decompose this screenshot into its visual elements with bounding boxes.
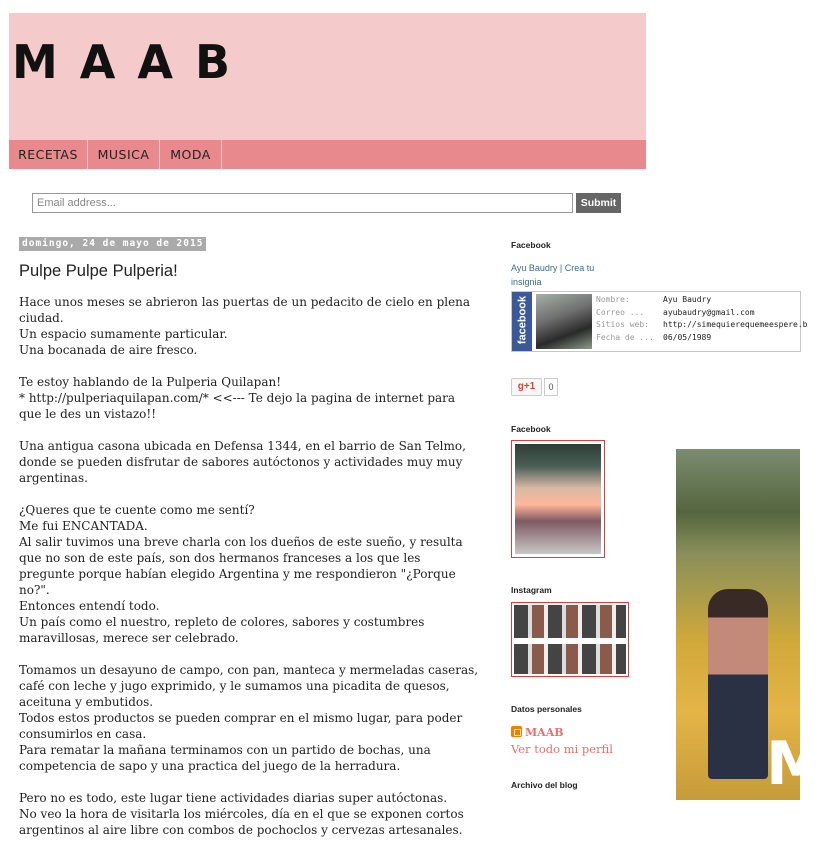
profile-name-link[interactable]: MAAB xyxy=(525,726,564,739)
post-title[interactable]: Pulpe Pulpe Pulperia! xyxy=(19,262,178,280)
fb-profile-photo xyxy=(536,294,592,349)
blog-archive-title: Archivo del blog xyxy=(511,780,578,790)
full-profile-link[interactable]: Ver todo mi perfil xyxy=(511,742,613,756)
nav-item-recetas[interactable]: RECETAS xyxy=(9,140,88,169)
facebook-widget-title: Facebook xyxy=(511,240,551,250)
post-paragraph: Una antigua casona ubicada en Defensa 1344, en el barrio de San Telmo, donde se pueden disfrutar de sabores autóctonos y actividades muy muy argentinas. xyxy=(19,439,466,485)
profile-name-row[interactable] xyxy=(511,721,564,740)
personal-data-title: Datos personales xyxy=(511,704,582,714)
post-paragraph: Te estoy hablando de la Pulperia Quilapan! * http://pulperiaquilapan.com/* <<--- Te dejo la pagina de internet para que le des un vistazo!! xyxy=(19,375,456,421)
post-body xyxy=(19,294,479,854)
post-paragraph: Pero no es todo, este lugar tiene actividades diarias super autóctonas. No veo la hora de visitarla los miércoles, día en el que se exponen cortos argentinos al aire libre con combos de pochoclos y cervezas artesanales. xyxy=(19,791,464,837)
fb-value: ayubaudry@gmail.com xyxy=(663,308,755,317)
main-nav xyxy=(9,140,646,169)
instagram-widget-title: Instagram xyxy=(511,585,552,595)
instagram-image[interactable] xyxy=(511,602,629,677)
nav-item-moda[interactable]: MODA xyxy=(160,140,222,169)
blog-header xyxy=(9,13,646,140)
fb-value: 06/05/1989 xyxy=(663,333,712,342)
post-paragraph: ¿Queres que te cuente como me sentí? Me fui ENCANTADA. Al salir tuvimos una breve charla con los dueños de este sueño, y resulta que no son de este país, son dos hermanos franceses a los que les pregunte porque habían elegido Argentina y me respondieron "¿Porque no?". Entonces entendí todo. Un país como el nuestro, repleto de colores, sabores y costumbres maravillosas, merece ser celebrado. xyxy=(19,503,463,645)
post-date: domingo, 24 de mayo de 2015 xyxy=(19,237,206,251)
submit-button[interactable]: Submit xyxy=(576,193,621,213)
fb-label: Fecha de ... xyxy=(596,333,654,342)
fb-label: Nombre: xyxy=(596,295,630,304)
post-paragraph: Tomamos un desayuno de campo, con pan, manteca y mermeladas caseras, café con leche y jugo exprimido, y le sumamos una picadita de quesos, aceituna y embutidos. Todos estos productos se pueden comprar en el mismo lugar, para poder consumirlos en casa. Para rematar la mañana terminamos con un partido de bochas, una competencia de sapo y una practica del juego de la herradura. xyxy=(19,663,479,773)
facebook-badge[interactable] xyxy=(511,291,808,352)
blogger-icon xyxy=(511,726,522,737)
facebook-widget-title-2: Facebook xyxy=(511,424,551,434)
google-plus-button[interactable]: g+1 xyxy=(511,378,542,396)
facebook-profile-image[interactable] xyxy=(511,440,605,558)
photo-figure xyxy=(708,589,768,779)
post-paragraph: Hace unos meses se abrieron las puertas de un pedacito de cielo en plena ciudad. Un espacio sumamente particular. Una bocanada de aire fresco. xyxy=(19,295,471,357)
fb-label: Sitios web: xyxy=(596,320,649,329)
fb-label: Correo ... xyxy=(596,308,645,317)
email-input[interactable] xyxy=(32,193,573,213)
background-photo xyxy=(676,449,826,800)
fb-value: Ayu Baudry xyxy=(663,295,712,304)
facebook-logo-icon: facebook xyxy=(512,292,532,351)
google-plus-count: 0 xyxy=(544,378,558,396)
blog-logo[interactable]: MAAB xyxy=(12,35,253,89)
fb-value: http://simequierequemeespere.b xyxy=(663,320,808,329)
photo-letter-overlay: M xyxy=(766,729,826,799)
fb-badge-link[interactable]: Ayu Baudry | Crea tu insignia xyxy=(511,263,595,287)
nav-item-musica[interactable]: MUSICA xyxy=(88,140,160,169)
